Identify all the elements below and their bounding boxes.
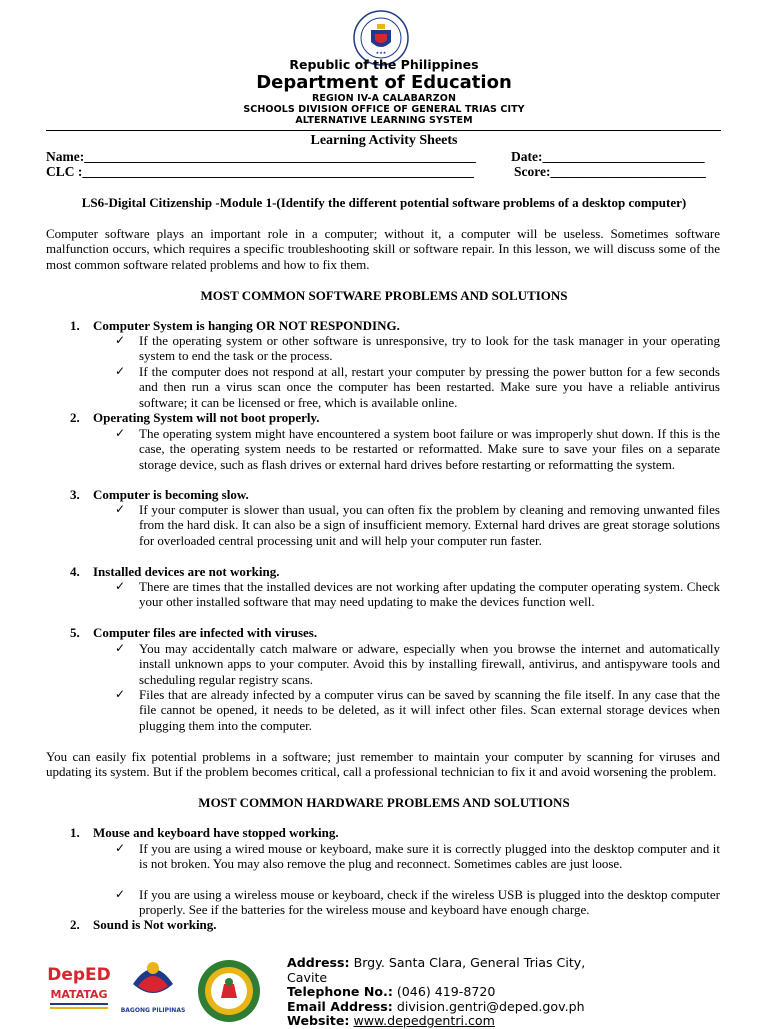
website-line[interactable]: Website: www.depedgentri.com: [287, 1013, 495, 1028]
republic-heading: Republic of the Philippines: [289, 57, 479, 72]
item-title: Computer files are infected with viruses.: [93, 625, 318, 640]
bullet-item: ✓ If you are using a wired mouse or keyboard, make sure it is correctly plugged into the desktop computer and it is not broken. You may also remove the plug and reconnect. Sometimes cables are just loose.: [115, 841, 720, 872]
checkmark-icon: ✓: [115, 364, 126, 378]
bullet-item: ✓ If your computer is slower than usual, you can often fix the problem by cleaning and removing unwanted files from the hard disk. It can also be a sign of insufficient memory. External hard drives are great storage solutions for overloaded central processing unit and will help your computer run faster.: [115, 502, 720, 548]
clc-field[interactable]: CLC :__________________________________________________________: [46, 164, 474, 179]
score-label: Score:: [514, 164, 551, 179]
intro-paragraph: Computer software plays an important role in a computer; without it, a computer will be useless. Sometimes software malfunction occurs, which requires a specific troubleshooting skill or software repair. In this lesson, we will discuss some of the most common software related problems and how to fix them.: [46, 226, 720, 272]
bullet-item: ✓ Files that are already infected by a computer virus can be saved by scanning the file itself. In any case that the file cannot be opened, it needs to be deleted, as it will infect other files. Scan external storage devices when plugging them into the computer.: [115, 687, 720, 733]
item-title: Mouse and keyboard have stopped working.: [93, 825, 339, 840]
item-number: 2.: [70, 917, 80, 932]
email-line: Email Address: division.gentri@deped.gov.ph: [287, 998, 585, 1014]
bagong-pilipinas-text: BAGONG PILIPINAS: [120, 1007, 186, 1014]
region-heading: REGION IV-A CALABARZON: [311, 93, 457, 104]
item-title: Computer is becoming slow.: [93, 487, 249, 502]
header-rule: [46, 130, 721, 131]
hardware-section-heading: MOST COMMON HARDWARE PROBLEMS AND SOLUTIONS: [198, 795, 570, 810]
bullet-item: ✓ You may accidentally catch malware or adware, especially when you browse the internet and automatically install unknown apps to your computer. Avoid this by installing firewall, antivirus, and antispyware tools and scheduling regular registry scans.: [115, 641, 720, 687]
item-number: 3.: [70, 487, 80, 502]
sdo-general-trias-seal: [196, 958, 262, 1024]
bullet-item: ✓ The operating system might have encountered a system boot failure or was improperly shut down. If this is the case, the operating system needs to be restarted or reformatted. Make sure to save your files on a separate storage device, such as flash drives or external hard drives before restarting or reformatting the system.: [115, 426, 720, 472]
software-item-1: [70, 318, 400, 333]
software-item-4: [70, 564, 279, 579]
bullet-item: ✓ If the computer does not respond at all, restart your computer by pressing the power button for a few seconds and then run a virus scan once the computer has been restarted. Make sure you have a reliable antivirus software; it can be licensed or free, which is available online.: [115, 364, 720, 410]
module-title: LS6-Digital Citizenship -Module 1-(Identify the different potential software problems of a desktop computer): [81, 195, 687, 210]
item-title: Operating System will not boot properly.: [93, 410, 320, 425]
item-number: 2.: [70, 410, 80, 425]
checkmark-icon: ✓: [115, 426, 126, 440]
checkmark-icon: ✓: [115, 687, 126, 701]
item-number: 1.: [70, 825, 80, 840]
matatag-logo-text: MATATAG: [50, 988, 108, 1001]
item-number: 5.: [70, 625, 80, 640]
closing-paragraph: You can easily fix potential problems in a software; just remember to maintain your computer by scanning for viruses and updating its system. But if the problem becomes critical, call a professional technician to fix it and avoid worsening the problem.: [46, 749, 720, 780]
contact-info: [287, 956, 617, 1029]
department-heading: Department of Education: [256, 72, 512, 93]
bullet-item: ✓ There are times that the installed devices are not working after updating the computer operating system. Check your other installed software that may need updating to make the devices function well.: [115, 579, 720, 610]
clc-label: CLC :: [46, 164, 83, 179]
item-title: Computer System is hanging OR NOT RESPONDING.: [93, 318, 400, 333]
item-number: 4.: [70, 564, 80, 579]
date-field[interactable]: Date:________________________: [511, 149, 705, 164]
name-field[interactable]: Name:__________________________________________________________: [46, 149, 476, 164]
bullet-item: ✓ If the operating system or other software is unresponsive, try to look for the task manager in your operating system to end the task or the process.: [115, 333, 720, 364]
deped-matatag-logo: [46, 958, 112, 1014]
division-heading: SCHOOLS DIVISION OFFICE OF GENERAL TRIAS CITY: [243, 104, 525, 115]
address-line: Address: Brgy. Santa Clara, General Trias City,: [287, 955, 586, 970]
date-label: Date:: [511, 149, 543, 164]
score-field[interactable]: Score:_______________________: [514, 164, 706, 179]
hardware-item-1: [70, 825, 339, 840]
software-section-heading: MOST COMMON SOFTWARE PROBLEMS AND SOLUTIONS: [200, 288, 568, 303]
address-line-2: Cavite: [287, 969, 328, 985]
sheet-title: Learning Activity Sheets: [310, 133, 458, 148]
hardware-item-2: [70, 917, 217, 932]
item-number: 1.: [70, 318, 80, 333]
deped-logo-text: DepED: [47, 965, 111, 985]
item-title: Sound is Not working.: [93, 917, 217, 932]
svg-text:★★★: ★★★: [375, 50, 387, 55]
checkmark-icon: ✓: [115, 841, 126, 855]
checkmark-icon: ✓: [115, 579, 126, 593]
checkmark-icon: ✓: [115, 502, 126, 516]
software-item-5: [70, 625, 317, 640]
software-item-3: [70, 487, 249, 502]
bagong-pilipinas-logo: [120, 954, 186, 1016]
item-title: Installed devices are not working.: [93, 564, 280, 579]
name-label: Name:: [46, 149, 85, 164]
checkmark-icon: ✓: [115, 333, 126, 347]
system-heading: ALTERNATIVE LEARNING SYSTEM: [295, 115, 473, 126]
software-item-2: [70, 410, 320, 425]
bullet-item: ✓ If you are using a wireless mouse or keyboard, check if the wireless USB is plugged into the desktop computer properly. See if the batteries for the wireless mouse and keyboard have enough charge.: [115, 887, 720, 918]
checkmark-icon: ✓: [115, 887, 126, 901]
checkmark-icon: ✓: [115, 641, 126, 655]
footer: [0, 950, 768, 1028]
telephone-line: Telephone No.: (046) 419-8720: [287, 984, 496, 999]
